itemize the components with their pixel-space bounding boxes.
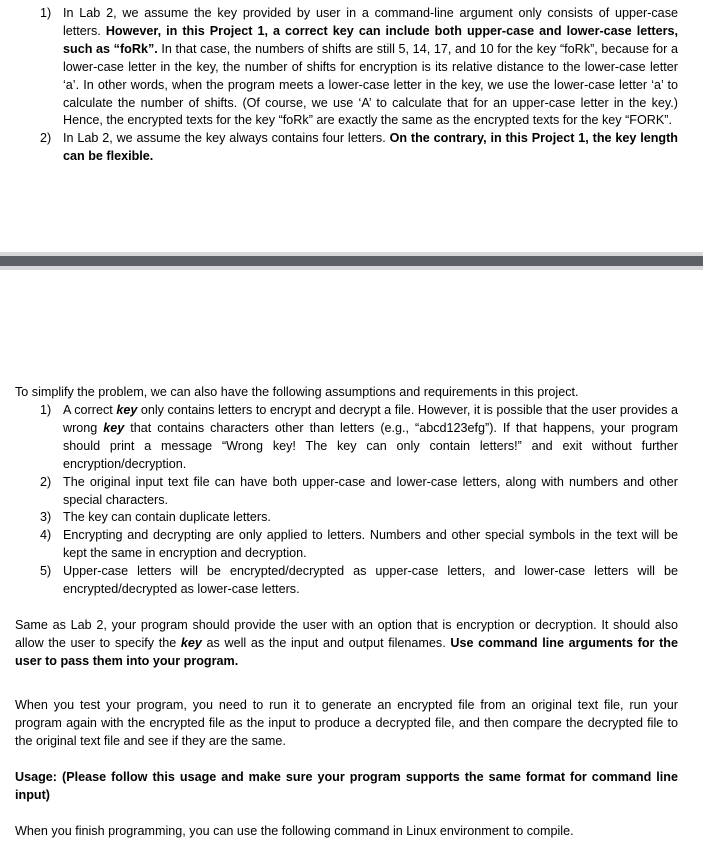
- item-text: Upper-case letters will be encrypted/decrypted as upper-case letters, and lower-case letters will be encrypted/decrypted as lower-case letters.: [63, 564, 678, 597]
- same-as-lab-paragraph: [15, 617, 678, 671]
- item-text: that contains characters other than letters (e.g., “abcd123efg”). If that happens, your program should print a message “Wrong key! The key can only contain letters!” and exit without further encryption/decryption.: [63, 420, 678, 471]
- item-text: A correct: [63, 403, 117, 417]
- paragraph-bold-text: Use command line arguments for the user to pass them into your program.: [15, 635, 678, 668]
- item-bold-text: On the contrary, in this Project 1, the key length can be flexible.: [63, 131, 678, 164]
- list-item: [0, 130, 703, 166]
- item-text: In Lab 2, we assume the key always contains four letters.: [63, 131, 390, 146]
- key-term: key: [116, 403, 138, 417]
- item-bold-text: However, in this Project 1, a correct key can include both upper-case and lower-case letters, such as “foRk”.: [63, 23, 679, 56]
- list-item: [0, 509, 703, 527]
- list-number: 2): [40, 131, 52, 146]
- list-item: [0, 527, 703, 563]
- key-term: key: [103, 420, 125, 435]
- list-number: 3): [40, 510, 52, 525]
- list-item: [0, 563, 703, 599]
- page-bottom-section: [0, 270, 703, 864]
- intro-paragraph: To simplify the problem, we can also have the following assumptions and requirements in this project.: [15, 385, 579, 399]
- list-number: 2): [40, 474, 52, 489]
- item-text: The key can contain duplicate letters.: [63, 510, 271, 525]
- list-number: 4): [40, 528, 52, 543]
- requirements-list: [0, 402, 703, 599]
- key-term: key: [180, 635, 202, 650]
- paragraph-text: Same as Lab 2, your program should provide the user with an option that is encryption or decryption. It should also allow the user to specify the: [15, 618, 678, 650]
- list-item: [0, 474, 703, 510]
- page-top-section: [0, 0, 703, 252]
- finish-paragraph: When you finish programming, you can use the following command in Linux environment to compile.: [15, 824, 574, 838]
- item-text: Encrypting and decrypting are only applied to letters. Numbers and other special symbols in the text will be kept the same in encryption and decryption.: [63, 528, 678, 561]
- list-item: [0, 5, 703, 130]
- page-break-divider: [0, 252, 703, 270]
- list-number: 1): [40, 403, 52, 417]
- list-item: [0, 402, 703, 474]
- list-number: 5): [40, 564, 52, 579]
- item-text-rest: In that case, the numbers of shifts are still 5, 14, 17, and 10 for the key “foRk”, because for a lower-case letter in the key, the number of shifts for encryption is its relative distance to the lower-case letter ‘a’. In other words, when the program meets a lower-case letter in the key, we use the lower-case letter ‘a’ to calculate the number of shifts. (Of course, we use ‘A’ to calculate that for an upper-case letter in the key.) Hence, the encrypted texts for the key “foRk” are exactly the same as the encrypted texts for the key “FORK”.: [63, 41, 678, 128]
- difference-list: [0, 5, 703, 166]
- item-text: only contains letters to encrypt and decrypt a file. However, it is possible that the user provides a wrong: [63, 403, 678, 435]
- paragraph-text: as well as the input and output filenames.: [201, 635, 451, 650]
- item-text: In Lab 2, we assume the key provided by user in a command-line argument only consists of upper-case letters.: [63, 6, 678, 38]
- list-number: 1): [40, 6, 52, 20]
- usage-heading: Usage: (Please follow this usage and make sure your program supports the same format for command line input): [15, 770, 678, 802]
- testing-paragraph: When you test your program, you need to run it to generate an encrypted file from an original text file, run your program again with the encrypted file as the input to produce a decrypted file, and then compare the decrypted file to the original text file and see if they are the same.: [15, 698, 678, 748]
- item-text: The original input text file can have both upper-case and lower-case letters, along with numbers and other special characters.: [63, 474, 678, 507]
